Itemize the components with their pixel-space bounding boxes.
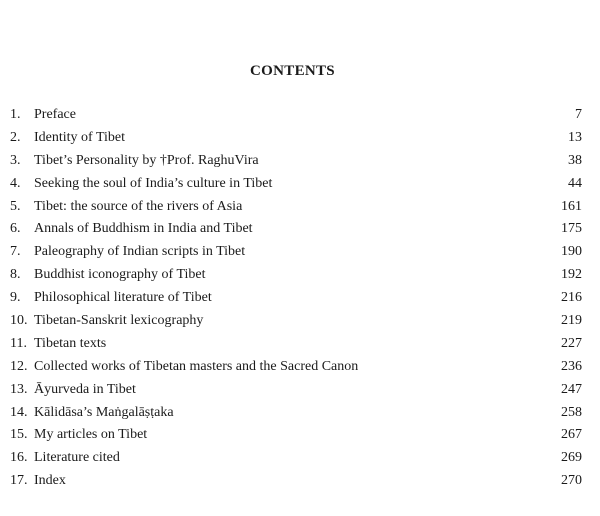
entry-title: Paleography of Indian scripts in Tibet	[34, 244, 246, 260]
entry-title: Tibetan-Sanskrit lexicography	[34, 313, 204, 329]
toc-entry[interactable]	[10, 196, 582, 219]
entry-title: Āyurveda in Tibet	[34, 381, 136, 397]
entry-page-number: 175	[561, 221, 582, 237]
entry-page-number: 267	[561, 427, 582, 443]
entry-number: 17.	[10, 473, 28, 489]
toc-entry[interactable]	[10, 447, 582, 470]
toc-entry[interactable]	[10, 241, 582, 264]
entry-title: Tibet: the source of the rivers of Asia	[34, 198, 243, 214]
entry-page-number: 216	[561, 290, 582, 306]
entry-title: Seeking the soul of India’s culture in Tibet	[34, 175, 273, 191]
entry-page-number: 269	[561, 450, 582, 466]
entry-number: 8.	[10, 267, 21, 283]
entry-number: 7.	[10, 244, 21, 260]
toc-entry[interactable]	[10, 333, 582, 356]
entry-title: Annals of Buddhism in India and Tibet	[34, 221, 253, 237]
table-of-contents	[10, 104, 582, 493]
entry-title: Kālidāsa’s Maṅgalāṣṭaka	[34, 404, 174, 420]
toc-entry[interactable]	[10, 470, 582, 493]
entry-number: 9.	[10, 290, 21, 306]
entry-page-number: 38	[568, 152, 582, 168]
entry-number: 5.	[10, 198, 21, 214]
entry-title: Identity of Tibet	[34, 129, 126, 145]
toc-entry[interactable]	[10, 356, 582, 379]
entry-title: Literature cited	[34, 450, 120, 466]
toc-entry[interactable]	[10, 173, 582, 196]
entry-page-number: 7	[575, 107, 582, 122]
entry-title: Philosophical literature of Tibet	[34, 290, 212, 306]
entry-title: Preface	[34, 107, 76, 122]
entry-number: 1.	[10, 107, 21, 122]
entry-title: Tibetan texts	[34, 335, 107, 351]
toc-entry[interactable]	[10, 104, 582, 127]
entry-page-number: 227	[561, 335, 582, 351]
entry-page-number: 190	[561, 244, 582, 260]
toc-entry[interactable]	[10, 402, 582, 425]
entry-page-number: 44	[568, 175, 582, 191]
entry-title: Tibet’s Personality by †Prof. RaghuVira	[34, 152, 259, 168]
entry-page-number: 236	[561, 358, 582, 374]
entry-page-number: 219	[561, 313, 582, 329]
entry-page-number: 161	[561, 198, 582, 214]
toc-entry[interactable]	[10, 218, 582, 241]
toc-entry[interactable]	[10, 264, 582, 287]
entry-number: 2.	[10, 129, 21, 145]
entry-number: 4.	[10, 175, 21, 191]
entry-number: 13.	[10, 381, 28, 397]
entry-page-number: 247	[561, 381, 582, 397]
toc-entry[interactable]	[10, 424, 582, 447]
entry-number: 6.	[10, 221, 21, 237]
entry-page-number: 13	[568, 129, 582, 145]
entry-title: Index	[34, 473, 66, 489]
toc-entry[interactable]	[10, 379, 582, 402]
entry-number: 15.	[10, 427, 28, 443]
entry-page-number: 258	[561, 404, 582, 420]
entry-number: 10.	[10, 313, 28, 329]
entry-number: 11.	[10, 335, 27, 351]
entry-page-number: 270	[561, 473, 582, 489]
toc-entry[interactable]	[10, 310, 582, 333]
entry-title: My articles on Tibet	[34, 427, 148, 443]
entry-title: Buddhist iconography of Tibet	[34, 267, 206, 283]
entry-number: 14.	[10, 404, 28, 420]
toc-entry[interactable]	[10, 287, 582, 310]
entry-number: 12.	[10, 358, 28, 374]
entry-number: 3.	[10, 152, 21, 168]
entry-title: Collected works of Tibetan masters and the Sacred Canon	[34, 358, 359, 374]
toc-entry[interactable]	[10, 150, 582, 173]
toc-entry[interactable]	[10, 127, 582, 150]
entry-page-number: 192	[561, 267, 582, 283]
page-title: CONTENTS	[250, 63, 335, 79]
entry-number: 16.	[10, 450, 28, 466]
